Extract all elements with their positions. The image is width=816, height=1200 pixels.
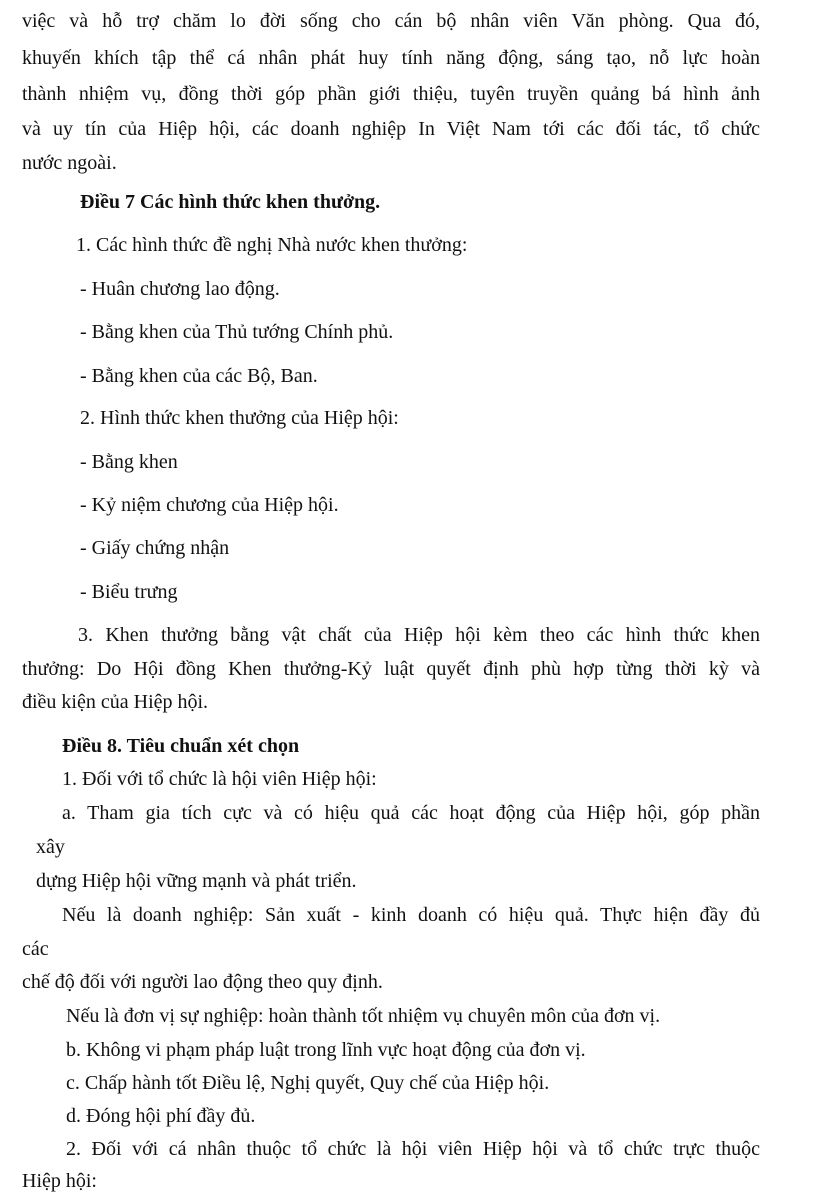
article-8-enterprise-line: các: [22, 938, 49, 960]
article-8-item-b: b. Không vi phạm pháp luật trong lĩnh vực hoạt động của đơn vị.: [66, 1039, 586, 1061]
article-8-item-c: c. Chấp hành tốt Điều lệ, Nghị quyết, Quy chế của Hiệp hội.: [66, 1072, 550, 1094]
article-8-a-line: a. Tham gia tích cực và có hiệu quả các hoạt động của Hiệp hội, góp phần: [62, 802, 760, 824]
intro-line: và uy tín của Hiệp hội, các doanh nghiệp In Việt Nam tới các đối tác, tổ chức: [22, 118, 760, 140]
article-7-bullet: - Kỷ niệm chương của Hiệp hội.: [80, 494, 339, 516]
article-8-enterprise-line: chế độ đối với người lao động theo quy định.: [22, 971, 383, 993]
intro-line: nước ngoài.: [22, 152, 117, 174]
article-7-item-3-line: 3. Khen thưởng bằng vật chất của Hiệp hội kèm theo các hình thức khen: [78, 624, 760, 646]
article-8-heading: Điều 8. Tiêu chuẩn xét chọn: [62, 735, 300, 757]
intro-line: việc và hỗ trợ chăm lo đời sống cho cán bộ nhân viên Văn phòng. Qua đó,: [22, 10, 760, 32]
article-7-item-1: 1. Các hình thức đề nghị Nhà nước khen thưởng:: [76, 234, 468, 256]
intro-line: khuyến khích tập thể cá nhân phát huy tính năng động, sáng tạo, nỗ lực hoàn: [22, 47, 760, 69]
article-7-item-2: 2. Hình thức khen thưởng của Hiệp hội:: [80, 407, 399, 429]
article-8-item-1: 1. Đối với tổ chức là hội viên Hiệp hội:: [62, 768, 377, 790]
article-7-item-3-line: điều kiện của Hiệp hội.: [22, 691, 209, 713]
article-8-a-line: xây: [36, 836, 65, 858]
article-8-enterprise-line: Nếu là doanh nghiệp: Sản xuất - kinh doanh có hiệu quả. Thực hiện đầy đủ: [62, 904, 760, 926]
article-7-bullet: - Biểu trưng: [80, 581, 178, 603]
article-8-public-unit: Nếu là đơn vị sự nghiệp: hoàn thành tốt nhiệm vụ chuyên môn của đơn vị.: [66, 1005, 661, 1027]
article-7-item-3-line: thưởng: Do Hội đồng Khen thưởng-Kỷ luật quyết định phù hợp từng thời kỳ và: [22, 658, 760, 680]
article-7-bullet: - Bằng khen của các Bộ, Ban.: [80, 365, 318, 387]
article-7-bullet: - Bằng khen: [80, 451, 178, 473]
article-8-item-2-line: Hiệp hội:: [22, 1170, 97, 1192]
intro-line: thành nhiệm vụ, đồng thời góp phần giới thiệu, tuyên truyền quảng bá hình ảnh: [22, 83, 760, 105]
article-7-bullet: - Huân chương lao động.: [80, 278, 280, 300]
article-7-bullet: - Giấy chứng nhận: [80, 537, 230, 559]
article-8-a-line: dựng Hiệp hội vững mạnh và phát triển.: [36, 870, 357, 892]
article-7-heading: Điều 7 Các hình thức khen thưởng.: [80, 191, 381, 213]
article-7-bullet: - Bằng khen của Thủ tướng Chính phủ.: [80, 321, 394, 343]
article-8-item-d: d. Đóng hội phí đầy đủ.: [66, 1105, 256, 1127]
article-8-item-2-line: 2. Đối với cá nhân thuộc tổ chức là hội viên Hiệp hội và tổ chức trực thuộc: [66, 1138, 760, 1160]
